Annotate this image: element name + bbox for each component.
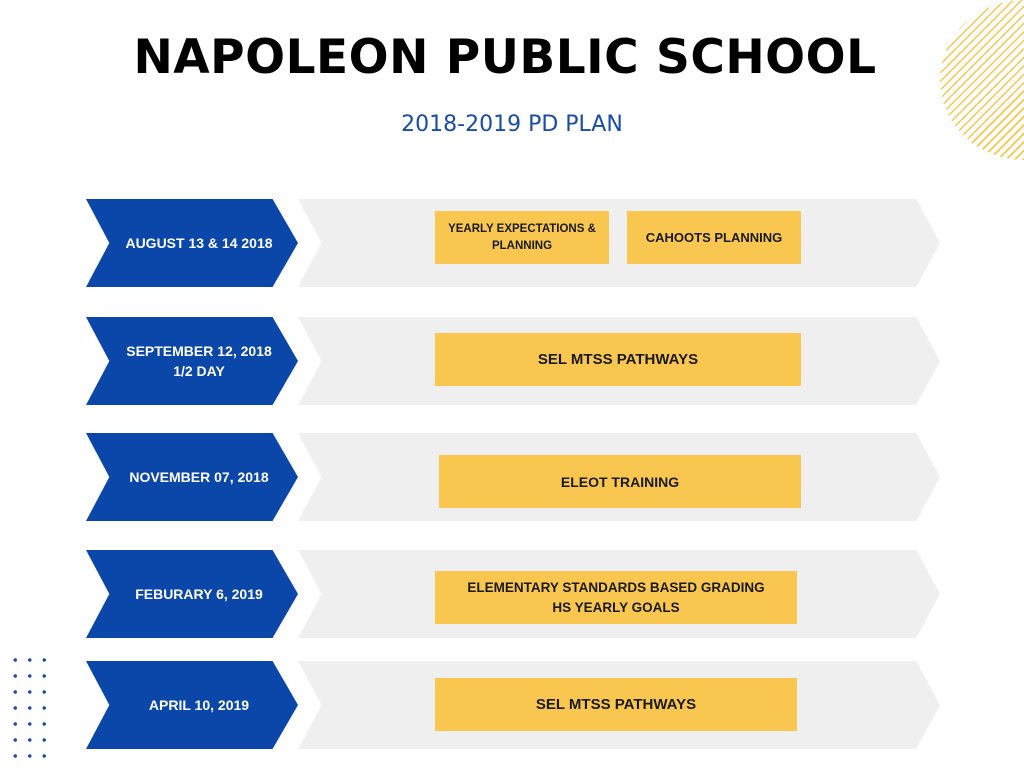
activity-line: YEARLY EXPECTATIONS & bbox=[448, 222, 596, 235]
date-line: 1/2 DAY bbox=[173, 363, 225, 379]
timeline-row bbox=[0, 661, 1024, 749]
activity-box bbox=[435, 333, 801, 386]
activity-line: SEL MTSS PATHWAYS bbox=[535, 696, 697, 713]
timeline-row bbox=[0, 433, 1024, 521]
activity-line: CAHOOTS PLANNING bbox=[645, 230, 783, 245]
activity-line: ELEMENTARY STANDARDS BASED GRADING bbox=[467, 579, 765, 595]
date-line: AUGUST 13 & 14 2018 bbox=[125, 235, 273, 251]
date-line: NOVEMBER 07, 2018 bbox=[129, 469, 269, 485]
timeline-row bbox=[0, 199, 1024, 287]
activity-box bbox=[435, 211, 609, 264]
activity-arrow bbox=[298, 199, 940, 287]
page-subtitle: 2018-2019 PD PLAN bbox=[401, 112, 623, 137]
activity-line: PLANNING bbox=[491, 239, 553, 252]
date-line: FEBURARY 6, 2019 bbox=[135, 586, 263, 602]
activity-box bbox=[435, 571, 797, 624]
activity-box bbox=[627, 211, 801, 264]
date-label bbox=[104, 433, 294, 521]
activity-box bbox=[435, 678, 797, 731]
date-line: SEPTEMBER 12, 2018 bbox=[126, 343, 272, 359]
activity-line: HS YEARLY GOALS bbox=[552, 599, 680, 615]
date-label bbox=[104, 661, 294, 749]
timeline-row bbox=[0, 317, 1024, 405]
date-line: APRIL 10, 2019 bbox=[148, 697, 250, 713]
timeline-row bbox=[0, 550, 1024, 638]
page-title: NAPOLEON PUBLIC SCHOOL bbox=[133, 30, 877, 85]
activity-line: SEL MTSS PATHWAYS bbox=[537, 351, 699, 368]
activity-box bbox=[439, 455, 801, 508]
activity-line: ELEOT TRAINING bbox=[560, 473, 680, 490]
date-label bbox=[104, 199, 294, 287]
date-label bbox=[104, 317, 294, 405]
date-label bbox=[104, 550, 294, 638]
